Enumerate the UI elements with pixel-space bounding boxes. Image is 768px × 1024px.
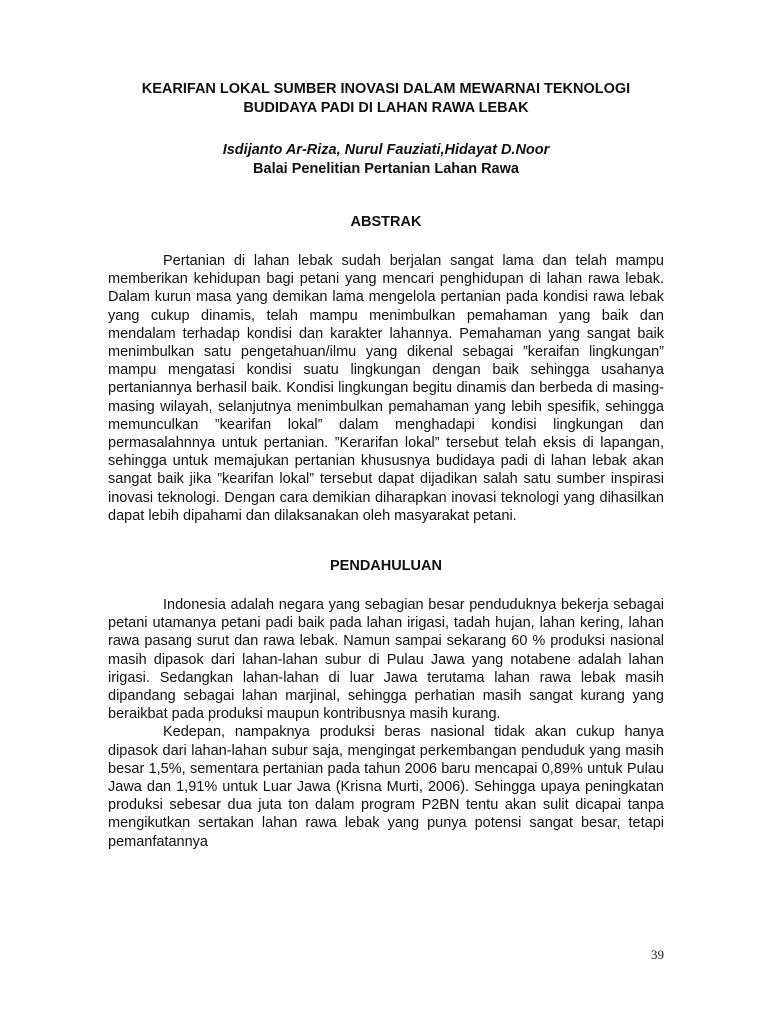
paper-page — [108, 80, 664, 851]
introduction-heading: PENDAHULUAN — [330, 558, 442, 575]
abstract-heading: ABSTRAK — [350, 214, 422, 230]
page-number: 39 — [651, 947, 664, 962]
introduction-paragraph-2: Kedepan, nampaknya produksi beras nasional tidak akan cukup hanya dipasok dari lahan-lahan subur saja, mengingat perkembangan penduduk yang masih besar 1,5%, sementara pertanian pada tahun 2006 baru mencapai 0,89% untuk Pulau Jawa dan 1,91% untuk Luar Jawa (Krisna Murti, 2006). Sehingga upaya peningkatan produksi sebesar dua juta ton dalam program P2BN tentu akan sulit dicapai tanpa mengikutkan sertakan lahan rawa lebak yang punya potensi sangat besar, tetapi pemanfatannya — [108, 724, 664, 850]
paper-authors: Isdijanto Ar-Riza, Nurul Fauziati,Hidayat D.Noor — [222, 142, 550, 158]
introduction-paragraph-1: Indonesia adalah negara yang sebagian besar penduduknya bekerja sebagai petani utamanya petani padi baik pada lahan irigasi, tadah hujan, lahan kering, lahan rawa pasang surut dan rawa lebak. Namun sampai sekarang 60 % produksi nasional masih dipasok dari lahan-lahan subur di Pulau Jawa yang notabene adalah lahan irigasi. Sedangkan lahan-lahan di luar Jawa terutama lahan rawa lebak masih dipandang sebagai lahan marjinal, sehingga perhatian masih sangat kurang yang beraikbat pada produksi maupun kontribusnya masih kurang. — [108, 597, 664, 723]
paper-title: KEARIFAN LOKAL SUMBER INOVASI DALAM MEWARNAI TEKNOLOGI BUDIDAYA PADI DI LAHAN RAWA LEBAK — [141, 81, 631, 116]
paper-affiliation: Balai Penelitian Pertanian Lahan Rawa — [253, 161, 519, 177]
abstract-body: Pertanian di lahan lebak sudah berjalan sangat lama dan telah mampu memberikan kehidupan bagi petani yang mencari penghidupan di lahan rawa lebak. Dalam kurun masa yang demikan lama mengelola pertanian pada kondisi rawa lebak yang cukup dinamis, telah mampu menimbulkan pemahaman yang baik dan mendalam terhadap kondisi dan karakter lahannya. Pemahaman yang sangat baik menimbulkan satu pengetahuan/ilmu yang dikenal sebagai ”keraifan lingkungan” mampu mengatasi kondisi suatu lingkungan dengan baik sehingga usahanya pertaniannya berhasil baik. Kondisi lingkungan begitu dinamis dan berbeda di masing-masing wilayah, selanjutnya menimbulkan pemahaman yang lebih spesifik, sehingga memunculkan ”kearifan lokal” dalam menghadapi kondisi lingkungan dan permasalahnnya untuk pertanian. ”Kerarifan lokal” tersebut telah eksis di lapangan, sehingga untuk memajukan pertanian khususnya budidaya padi di lahan lebak akan sangat baik jika ”kearifan lokal” tersebut dapat dijadikan salah satu sumber inspirasi inovasi teknologi. Dengan cara demikian diharapkan inovasi teknologi yang dihasilkan dapat lebih dipahami dan dilaksanakan oleh masyarakat petani. — [108, 253, 664, 524]
